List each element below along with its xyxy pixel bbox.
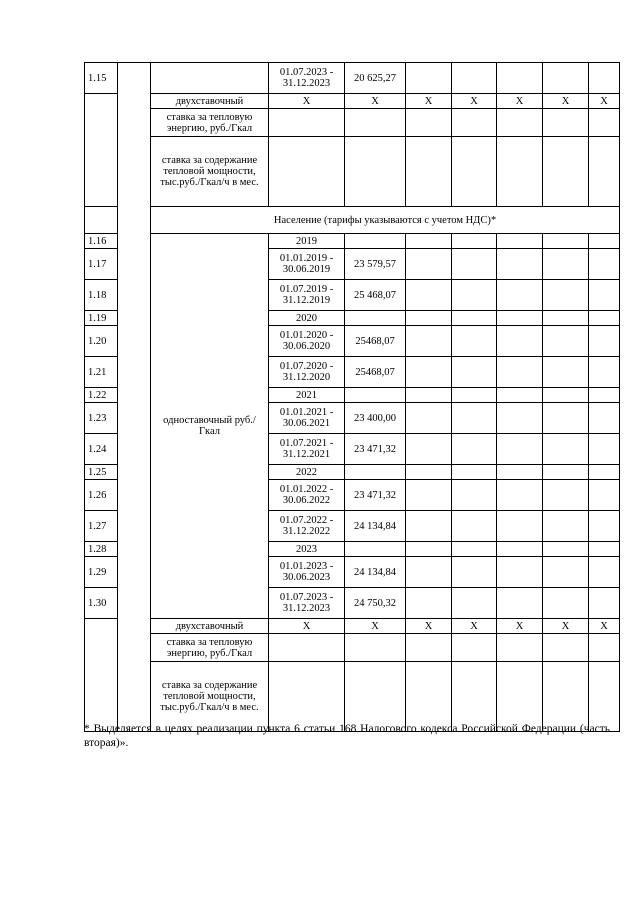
- empty-cell: [406, 511, 452, 542]
- empty-cell: [543, 634, 589, 662]
- empty-cell: [497, 249, 543, 280]
- table-row: [85, 63, 620, 94]
- empty-cell: [452, 542, 497, 557]
- empty-cell: [497, 465, 543, 480]
- empty-cell: [406, 434, 452, 465]
- empty-cell: [406, 357, 452, 388]
- table-row: [85, 137, 620, 207]
- row-number: 1.18: [85, 280, 118, 311]
- empty-cell: [497, 634, 543, 662]
- empty-cell: [452, 249, 497, 280]
- capacity-rate-label: ставка за содержание тепловой мощности, тыс.руб./Гкал/ч в мес.: [151, 137, 269, 207]
- tariff-value: 24 134,84: [345, 557, 406, 588]
- year-cell: 2020: [269, 311, 345, 326]
- x-mark: X: [543, 619, 589, 634]
- period-cell: 01.01.2022 - 30.06.2022: [269, 480, 345, 511]
- empty-cell: [497, 234, 543, 249]
- empty-cell: [543, 662, 589, 732]
- empty-cell: [497, 311, 543, 326]
- empty-cell: [452, 465, 497, 480]
- table-row: [85, 634, 620, 662]
- table-row: [85, 234, 620, 249]
- empty-cell: [589, 662, 620, 732]
- empty-cell: [345, 662, 406, 732]
- empty-cell: [589, 480, 620, 511]
- tariff-value: [345, 542, 406, 557]
- table-row: [85, 662, 620, 732]
- year-cell: 2022: [269, 465, 345, 480]
- table-body: [85, 63, 620, 732]
- period-cell: 01.01.2021 - 30.06.2021: [269, 403, 345, 434]
- x-mark: X: [345, 619, 406, 634]
- empty-cell: [406, 634, 452, 662]
- empty-cell: [452, 137, 497, 207]
- empty-cell: [406, 63, 452, 94]
- period-cell: 01.07.2022 - 31.12.2022: [269, 511, 345, 542]
- tariff-value: [345, 234, 406, 249]
- empty-cell: [589, 249, 620, 280]
- row-number: 1.24: [85, 434, 118, 465]
- empty-cell: [406, 234, 452, 249]
- energy-rate-label: ставка за тепловую энергию, руб./Гкал: [151, 634, 269, 662]
- period-cell: 01.07.2023 - 31.12.2023: [269, 588, 345, 619]
- population-header: Население (тарифы указываются с учетом НДС)*: [151, 207, 620, 234]
- x-mark: X: [589, 94, 620, 109]
- row-number: 1.26: [85, 480, 118, 511]
- empty-cell: [406, 326, 452, 357]
- empty-cell: [589, 511, 620, 542]
- empty-cell: [406, 662, 452, 732]
- period-cell: 01.07.2021 - 31.12.2021: [269, 434, 345, 465]
- row-number: 1.20: [85, 326, 118, 357]
- tariff-table: [84, 62, 620, 732]
- x-mark: X: [452, 94, 497, 109]
- empty-cell: [543, 557, 589, 588]
- x-mark: X: [497, 619, 543, 634]
- empty-cell: [452, 311, 497, 326]
- empty-cell: [452, 634, 497, 662]
- two-rate-label: двухставочный: [151, 94, 269, 109]
- empty-cell: [406, 249, 452, 280]
- tariff-value: 25468,07: [345, 326, 406, 357]
- row-number: 1.19: [85, 311, 118, 326]
- empty-cell: [543, 434, 589, 465]
- row-number: 1.23: [85, 403, 118, 434]
- x-mark: X: [269, 94, 345, 109]
- empty-cell: [543, 588, 589, 619]
- tariff-value: 20 625,27: [345, 63, 406, 94]
- empty-cell: [589, 388, 620, 403]
- single-rate-label: одноставочный руб./Гкал: [151, 234, 269, 619]
- empty-cell: [543, 388, 589, 403]
- empty-cell: [543, 311, 589, 326]
- empty-cell: [406, 311, 452, 326]
- empty-cell: [543, 511, 589, 542]
- empty-cell: [589, 280, 620, 311]
- tariff-value: [345, 311, 406, 326]
- empty-cell: [406, 557, 452, 588]
- empty-cell: [589, 634, 620, 662]
- empty-cell: [589, 63, 620, 94]
- year-cell: 2023: [269, 542, 345, 557]
- empty-cell: [589, 109, 620, 137]
- row-number: 1.21: [85, 357, 118, 388]
- empty-cell: [497, 280, 543, 311]
- tariff-value: [345, 465, 406, 480]
- x-mark: X: [452, 619, 497, 634]
- empty-cell: [452, 326, 497, 357]
- row-number: 1.16: [85, 234, 118, 249]
- x-mark: X: [589, 619, 620, 634]
- tariff-value: [345, 388, 406, 403]
- period-cell: 01.07.2020 - 31.12.2020: [269, 357, 345, 388]
- empty-cell: [406, 588, 452, 619]
- empty-cell: [543, 249, 589, 280]
- row-number: 1.25: [85, 465, 118, 480]
- row-number: 1.30: [85, 588, 118, 619]
- empty-cell: [497, 137, 543, 207]
- row-number-blank: [85, 207, 118, 234]
- empty-cell: [406, 403, 452, 434]
- empty-cell: [497, 662, 543, 732]
- empty-cell: [345, 634, 406, 662]
- empty-cell: [543, 480, 589, 511]
- tariff-value: 24 750,32: [345, 588, 406, 619]
- empty-cell: [543, 280, 589, 311]
- row-number: 1.22: [85, 388, 118, 403]
- table-row: [85, 207, 620, 234]
- empty-cell: [589, 137, 620, 207]
- empty-cell: [406, 280, 452, 311]
- empty-cell: [589, 357, 620, 388]
- empty-cell: [497, 357, 543, 388]
- period-cell: 01.07.2019 - 31.12.2019: [269, 280, 345, 311]
- period-cell: 01.07.2023 - 31.12.2023: [269, 63, 345, 94]
- empty-cell: [452, 511, 497, 542]
- empty-cell: [269, 109, 345, 137]
- empty-cell: [406, 109, 452, 137]
- empty-cell: [452, 403, 497, 434]
- year-cell: 2019: [269, 234, 345, 249]
- energy-rate-label: ставка за тепловую энергию, руб./Гкал: [151, 109, 269, 137]
- empty-cell: [269, 634, 345, 662]
- empty-cell: [452, 434, 497, 465]
- empty-cell: [452, 63, 497, 94]
- empty-cell: [589, 326, 620, 357]
- empty-cell: [497, 434, 543, 465]
- empty-cell: [452, 480, 497, 511]
- row-number: 1.27: [85, 511, 118, 542]
- empty-cell: [543, 234, 589, 249]
- empty-cell: [589, 557, 620, 588]
- x-mark: X: [497, 94, 543, 109]
- empty-cell: [269, 137, 345, 207]
- empty-cell: [497, 542, 543, 557]
- empty-cell: [543, 542, 589, 557]
- empty-cell: [589, 403, 620, 434]
- x-mark: X: [543, 94, 589, 109]
- row-number-blank: [85, 94, 118, 207]
- empty-cell: [589, 588, 620, 619]
- empty-cell: [543, 137, 589, 207]
- tariff-value: 23 579,57: [345, 249, 406, 280]
- empty-cell: [497, 557, 543, 588]
- tariff-value: 23 400,00: [345, 403, 406, 434]
- empty-cell: [589, 434, 620, 465]
- empty-cell: [406, 465, 452, 480]
- x-mark: X: [269, 619, 345, 634]
- empty-cell: [589, 465, 620, 480]
- period-cell: 01.01.2020 - 30.06.2020: [269, 326, 345, 357]
- empty-cell: [406, 480, 452, 511]
- tariff-value: 23 471,32: [345, 480, 406, 511]
- tariff-value: 25 468,07: [345, 280, 406, 311]
- table-row: [85, 109, 620, 137]
- empty-cell: [543, 357, 589, 388]
- table-row: [85, 94, 620, 109]
- empty-cell: [452, 388, 497, 403]
- empty-cell: [406, 542, 452, 557]
- empty-cell: [452, 234, 497, 249]
- empty-cell: [345, 137, 406, 207]
- row-number: 1.29: [85, 557, 118, 588]
- empty-cell: [543, 326, 589, 357]
- empty-cell: [452, 357, 497, 388]
- year-cell: 2021: [269, 388, 345, 403]
- empty-cell: [406, 388, 452, 403]
- period-cell: 01.01.2023 - 30.06.2023: [269, 557, 345, 588]
- row-number: 1.28: [85, 542, 118, 557]
- x-mark: X: [406, 619, 452, 634]
- empty-cell: [452, 109, 497, 137]
- empty-cell: [269, 662, 345, 732]
- row-number-blank: [85, 619, 118, 732]
- empty-cell: [452, 280, 497, 311]
- empty-cell: [543, 63, 589, 94]
- empty-cell: [543, 465, 589, 480]
- row-number: 1.15: [85, 63, 118, 94]
- empty-cell: [543, 403, 589, 434]
- empty-cell: [345, 109, 406, 137]
- empty-cell: [452, 662, 497, 732]
- empty-cell: [497, 326, 543, 357]
- empty-cell: [497, 109, 543, 137]
- empty-cell: [452, 557, 497, 588]
- footnote: * Выделяется в целях реализации пункта 6 статьи 168 Налогового кодекса Российской Федерации (часть вторая)».: [84, 723, 610, 749]
- empty-cell: [543, 109, 589, 137]
- empty-cell: [589, 234, 620, 249]
- row-number: 1.17: [85, 249, 118, 280]
- empty-cell: [497, 511, 543, 542]
- table-row: [85, 619, 620, 634]
- blank-cell: [151, 63, 269, 94]
- empty-cell: [589, 542, 620, 557]
- empty-cell: [497, 63, 543, 94]
- blank-column-cell: [118, 63, 151, 732]
- period-cell: 01.01.2019 - 30.06.2019: [269, 249, 345, 280]
- empty-cell: [497, 480, 543, 511]
- empty-cell: [452, 588, 497, 619]
- empty-cell: [589, 311, 620, 326]
- empty-cell: [497, 403, 543, 434]
- tariff-value: 25468,07: [345, 357, 406, 388]
- empty-cell: [497, 588, 543, 619]
- empty-cell: [497, 388, 543, 403]
- x-mark: X: [406, 94, 452, 109]
- x-mark: X: [345, 94, 406, 109]
- tariff-value: 24 134,84: [345, 511, 406, 542]
- empty-cell: [406, 137, 452, 207]
- two-rate-label: двухставочный: [151, 619, 269, 634]
- tariff-value: 23 471,32: [345, 434, 406, 465]
- capacity-rate-label: ставка за содержание тепловой мощности, тыс.руб./Гкал/ч в мес.: [151, 662, 269, 732]
